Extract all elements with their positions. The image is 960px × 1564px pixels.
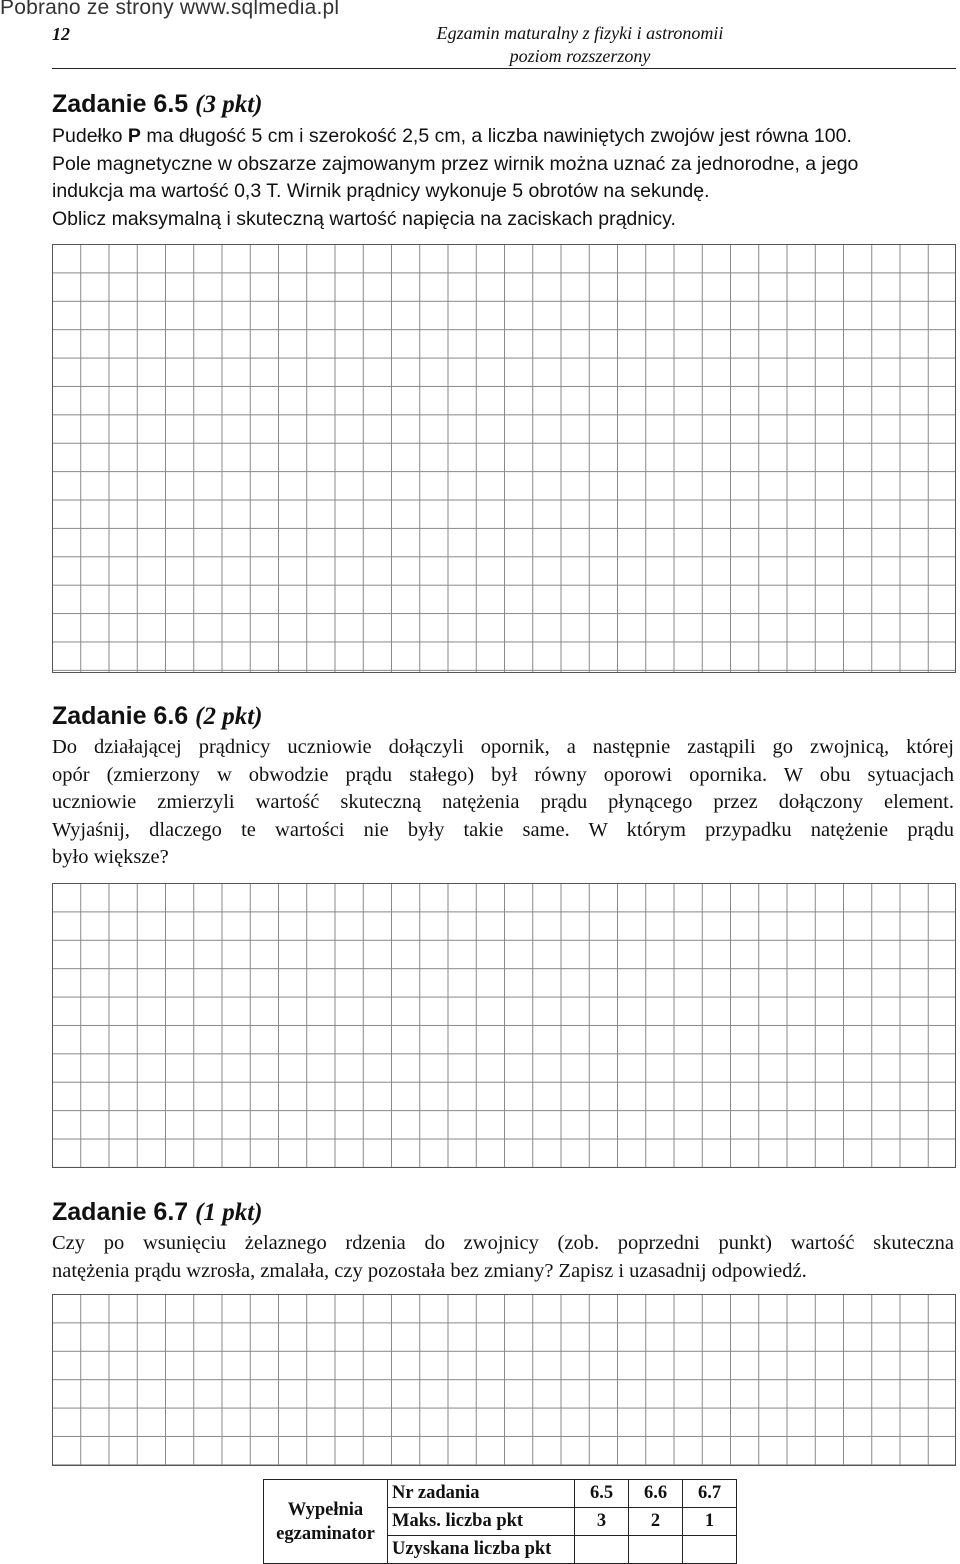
score-table [263, 1479, 737, 1564]
task-6-5-line-2: Pole magnetyczne w obszarze zajmowanym przez wirnik można uznać za jednorodne, a jego [52, 152, 859, 175]
task-6-5-line-4: Oblicz maksymalną i skuteczną wartość napięcia na zaciskach prądnicy. [52, 207, 676, 230]
task-6-6-line-3: uczniowie zmierzyli wartość skuteczną natężenia prądu płynącego przez dołączony element. [52, 791, 954, 813]
max-points-cell: 1 [683, 1508, 737, 1536]
task-6-7-title [52, 1198, 262, 1227]
task-6-6-label: Zadanie 6.6 [52, 702, 189, 730]
task-6-5-points: (3 pkt) [195, 91, 263, 118]
task-number-cell: 6.6 [629, 1480, 683, 1508]
obtained-points-cell[interactable] [629, 1536, 683, 1564]
task-6-7-line-1: Czy po wsunięciu żelaznego rdzenia do zwojnicy (zob. poprzedni punkt) wartość skuteczna [52, 1232, 954, 1254]
header-rule [52, 68, 956, 69]
row-task-number-label: Nr zadania [388, 1480, 575, 1508]
obtained-points-cell[interactable] [575, 1536, 629, 1564]
task-6-5-title [52, 90, 262, 119]
header-title: Egzamin maturalny z fizyki i astronomii [436, 23, 724, 43]
examiner-label: Wypełnia egzaminator [264, 1480, 388, 1564]
task-6-5-line-3: indukcja ma wartość 0,3 T. Wirnik prądnicy wykonuje 5 obrotów na sekundę. [52, 180, 710, 202]
max-points-cell: 2 [629, 1508, 683, 1536]
answer-grid-6-6[interactable] [52, 883, 956, 1168]
page-number: 12 [52, 24, 70, 44]
watermark: Pobrano ze strony www.sqlmedia.pl [0, 0, 340, 19]
row-max-points-label: Maks. liczba pkt [388, 1508, 575, 1536]
max-points-cell: 3 [575, 1508, 629, 1536]
task-6-5-text [52, 123, 954, 233]
task-6-5-line-1: Pudełko P ma długość 5 cm i szerokość 2,5 cm, a liczba nawiniętych zwojów jest równa 100. [52, 125, 852, 147]
task-6-7-points: (1 pkt) [195, 1199, 263, 1226]
row-obtained-points-label: Uzyskana liczba pkt [388, 1536, 575, 1564]
task-6-7-line-2: natężenia prądu wzrosła, zmalała, czy pozostała bez zmiany? Zapisz i uzasadnij odpowiedź. [52, 1259, 807, 1282]
answer-grid-6-5[interactable] [52, 244, 956, 673]
task-6-6-text [52, 734, 954, 872]
obtained-points-cell[interactable] [683, 1536, 737, 1564]
task-6-7-text [52, 1230, 954, 1285]
header-level: poziom rozszerzony [509, 46, 651, 66]
task-number-cell: 6.5 [575, 1480, 629, 1508]
task-6-7-label: Zadanie 6.7 [52, 1198, 189, 1226]
task-6-6-line-1: Do działającej prądnicy uczniowie dołączyli opornik, a następnie zastąpili go zwojnicą, której [52, 736, 954, 758]
task-number-cell: 6.7 [683, 1480, 737, 1508]
task-6-6-line-5: było większe? [52, 846, 169, 868]
answer-grid-6-7[interactable] [52, 1294, 956, 1466]
task-6-6-title [52, 702, 262, 731]
page-header [300, 22, 860, 68]
task-6-6-line-2: opór (zmierzony w obwodzie prądu stałego) był równy oporowi opornika. W obu sytuacjach [52, 763, 954, 786]
task-6-6-points: (2 pkt) [195, 703, 263, 730]
task-6-6-line-4: Wyjaśnij, dlaczego te wartości nie były takie same. W którym przypadku natężenie prądu [52, 818, 954, 841]
task-6-5-label: Zadanie 6.5 [52, 90, 189, 118]
